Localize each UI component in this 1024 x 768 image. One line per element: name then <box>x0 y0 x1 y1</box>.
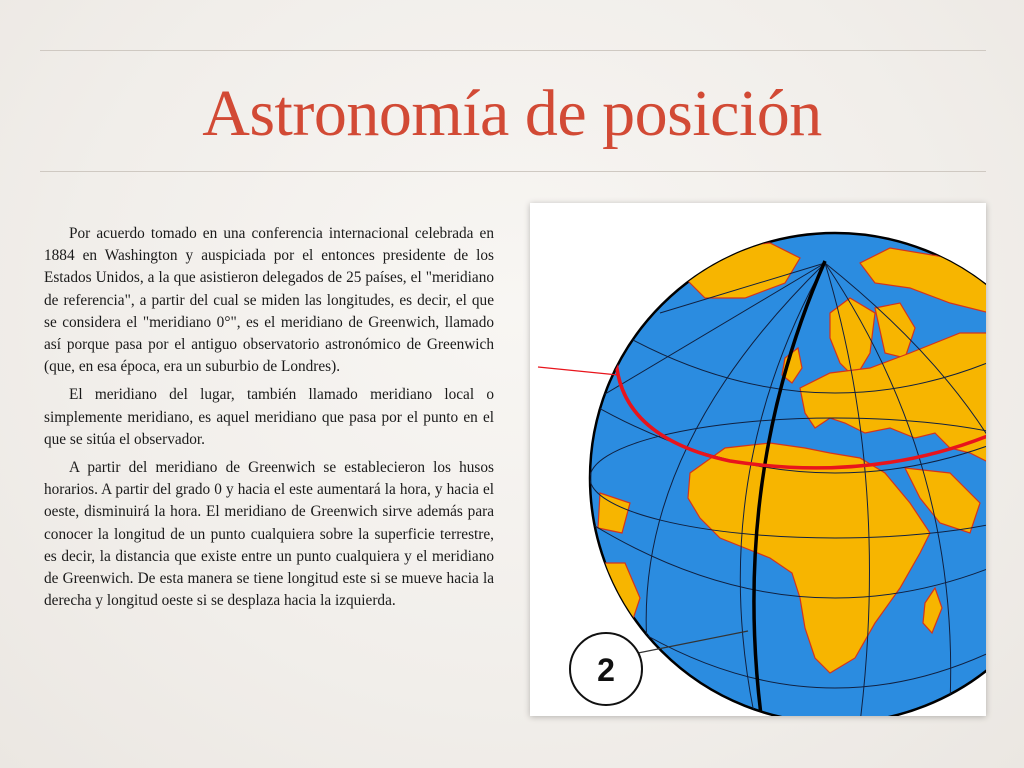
paragraph-3: A partir del meridiano de Greenwich se establecieron los husos horarios. A partir del grado 0 y hacia el este aumentará la hora, y hacia el oeste, disminuirá la hora. El meridiano de Greenwich sirve además para conocer la longitud de un punto cualquiera sobre la superficie terrestre, es decir, la distancia que existe entre un punto cualquiera y el meridiano de Greenwich. De esta manera se tiene longitud este si se mueve hacia la derecha y longitud oeste si se desplaza hacia la izquierda. <box>44 459 494 610</box>
parallel-pointer <box>538 367 618 375</box>
top-divider <box>40 50 986 51</box>
slide-title: Astronomía de posición <box>202 77 822 150</box>
globe-illustration <box>530 203 986 716</box>
title-divider <box>40 171 986 172</box>
body-text <box>44 223 494 618</box>
paragraph-1: Por acuerdo tomado en una conferencia internacional celebrada en 1884 en Washington y auspiciada por el entonces presidente de los Estados Unidos, a la que asistieron delegados de 25 países, el "meridiano de referencia", a partir del cual se miden las longitudes, es decir, el que se considera el "meridiano 0°", es el meridiano de Greenwich, llamado así porque pasa por el antiguo observatorio astronómico de Greenwich (que, en esa época, era un suburbio de Londres). <box>44 225 494 376</box>
paragraph-2: El meridiano del lugar, también llamado meridiano local o simplemente meridiano, es aquel meridiano que pasa por el punto en el que se sitúa el observador. <box>44 386 494 448</box>
callout-number: 2 <box>597 652 615 688</box>
globe-figure <box>530 203 986 716</box>
